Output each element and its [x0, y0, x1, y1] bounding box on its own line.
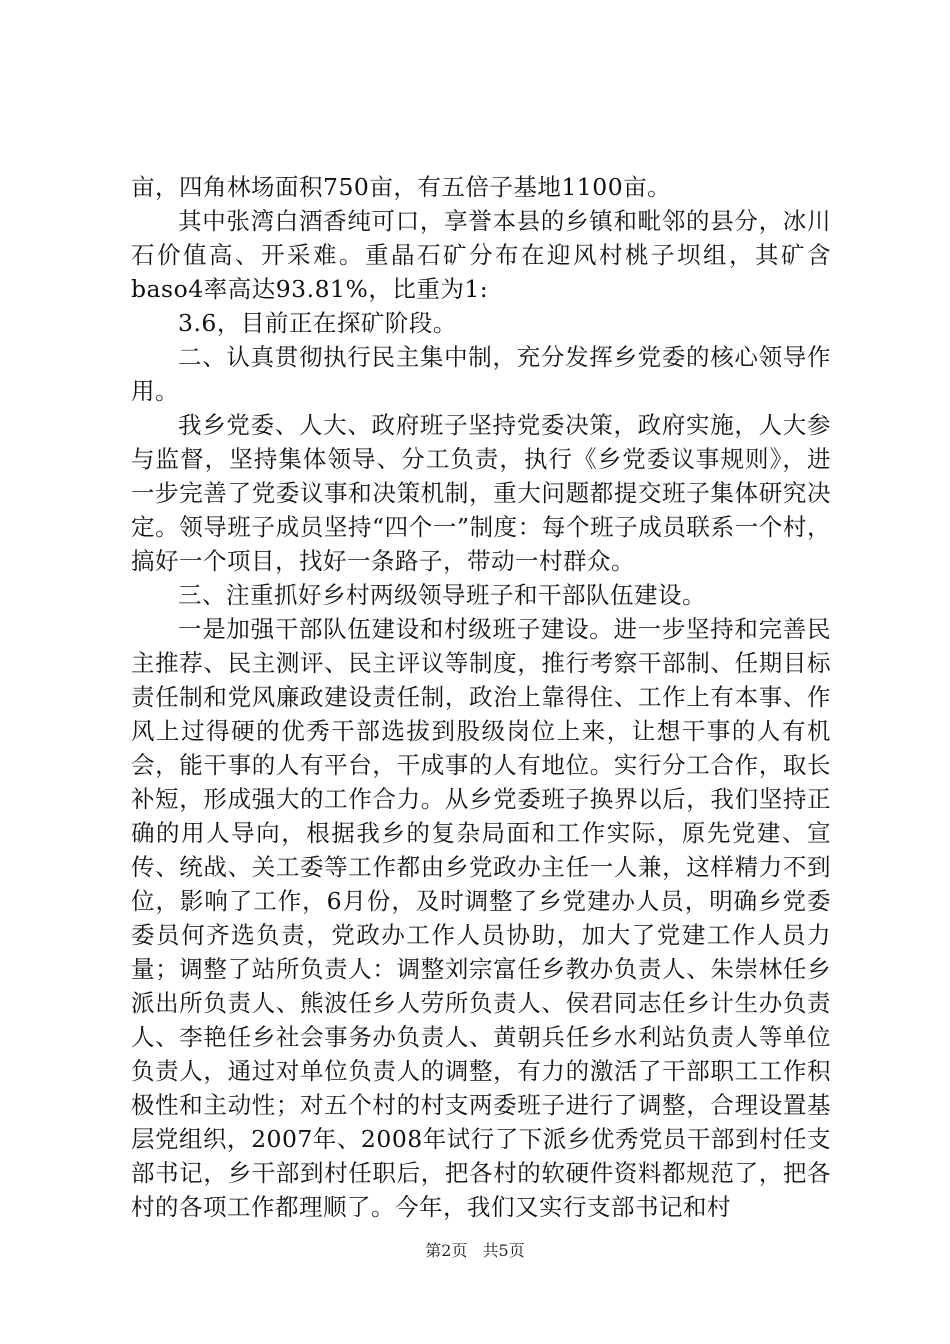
document-body	[131, 170, 831, 1224]
paragraph-1: 亩，四角林场面积750亩，有五倍子基地1100亩。	[131, 173, 672, 201]
paragraph-2: 其中张湾白酒香纯可口，享誉本县的乡镇和毗邻的县分，冰川石价值高、开采难。重晶石矿分布在迎风村桃子坝组，其矿含baso4率高达93.81%，比重为1:	[131, 207, 831, 303]
section-heading-2: 二、认真贯彻执行民主集中制，充分发挥乡党委的核心领导作用。	[131, 343, 831, 405]
paragraph-4: 我乡党委、人大、政府班子坚持党委决策，政府实施，人大参与监督，坚持集体领导、分工负责，执行《乡党委议事规则》，进一步完善了党委议事和决策机制，重大问题都提交班子集体研究决定。领导班子成员坚持“四个一”制度：每个班子成员联系一个村，搞好一个项目，找好一条路子，带动一村群众。	[131, 411, 831, 575]
page-total: 共5页	[482, 1241, 525, 1260]
paragraph-5: 一是加强干部队伍建设和村级班子建设。进一步坚持和完善民主推荐、民主测评、民主评议等制度，推行考察干部制、任期目标责任制和党风廉政建设责任制，政治上靠得住、工作上有本事、作风上过得硬的优秀干部选拔到股级岗位上来，让想干事的人有机会，能干事的人有平台，干成事的人有地位。实行分工合作，取长补短，形成强大的工作合力。从乡党委班子换界以后，我们坚持正确的用人导向，根据我乡的复杂局面和工作实际，原先党建、宣传、统战、关工委等工作都由乡党政办主任一人兼，这样精力不到位，影响了工作，6月份，及时调整了乡党建办人员，明确乡党委委员何齐选负责，党政办工作人员协助，加大了党建工作人员力量；调整了站所负责人：调整刘宗富任乡教办负责人、朱崇林任乡派出所负责人、熊波任乡人劳所负责人、侯君同志任乡计生办负责人、李艳任乡社会事务办负责人、黄朝兵任乡水利站负责人等单位负责人，通过对单位负责人的调整，有力的激活了干部职工工作积极性和主动性；对五个村的村支两委班子进行了调整，合理设置基层党组织，2007年、2008年试行了下派乡优秀党员干部到村任支部书记，乡干部到村任职后，把各村的软硬件资料都规范了，把各村的各项工作都理顺了。今年，我们又实行支部书记和村	[131, 615, 831, 1221]
paragraph-3: 3.6，目前正在探矿阶段。	[178, 309, 457, 337]
page-number: 第2页	[425, 1241, 468, 1260]
page-footer	[0, 1240, 950, 1262]
section-heading-3: 三、注重抓好乡村两级领导班子和干部队伍建设。	[178, 581, 706, 609]
